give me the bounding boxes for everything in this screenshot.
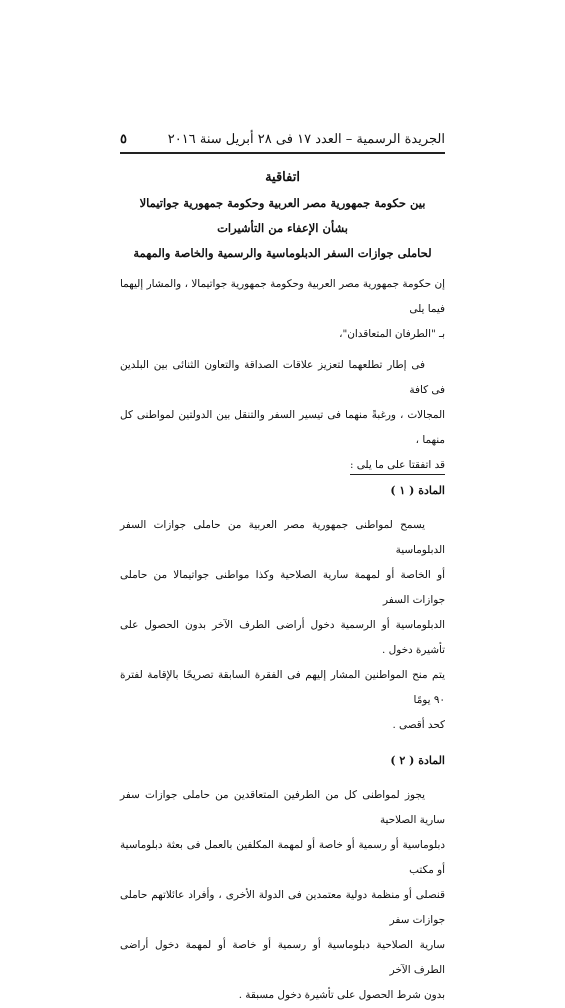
preamble-line: إن حكومة جمهورية مصر العربية وحكومة جمهورية جواتيمالا ، والمشار إليهما فيما يلى (120, 278, 445, 315)
article-1-line: الدبلوماسية أو الرسمية دخول أراضى الطرف الآخر بدون الحصول على تأشيرة دخول . (120, 619, 445, 656)
agreed-line: قد اتفقتا على ما يلى : (350, 456, 445, 475)
article-2-line: يجوز لمواطنى كل من الطرفين المتعاقدين من حاملى جوازات سفر سارية الصلاحية (120, 789, 445, 826)
article-1-line: أو الخاصة أو لمهمة سارية الصلاحية وكذا مواطنى جواتيمالا من حاملى جوازات السفر (120, 569, 445, 606)
article-1-line: كحد أقصى . (392, 719, 445, 731)
article-2-line: بدون شرط الحصول على تأشيرة دخول مسبقة . (238, 989, 445, 1001)
agreed-line-wrap (120, 453, 445, 478)
document-body (120, 165, 445, 1008)
parties-title: بين حكومة جمهورية مصر العربية وحكومة جمهورية جواتيمالا (139, 196, 426, 210)
article-1-heading: المادة ( ١ ) (390, 484, 445, 497)
agreement-title: اتفاقية (265, 170, 300, 185)
preamble-line: فى إطار تطلعهما لتعزيز علاقات الصداقة والتعاون الثنائى بين البلدين فى كافة (120, 359, 445, 396)
preamble-line: بـ "الطرفان المتعاقدان"، (339, 328, 445, 340)
subject-title: بشأن الإعفاء من التأشيرات (217, 221, 348, 235)
article-2-line: دبلوماسية أو رسمية أو خاصة أو لمهمة المكلفين بالعمل فى بعثة دبلوماسية أو مكتب (120, 839, 445, 876)
article-1-line: يسمح لمواطنى جمهورية مصر العربية من حاملى جوازات السفر الدبلوماسية (120, 519, 445, 556)
article-2-line: سارية الصلاحية دبلوماسية أو رسمية أو خاصة أو لمهمة دخول أراضى الطرف الآخر (120, 939, 445, 976)
preamble-line: المجالات ، ورغبةً منهما فى تيسير السفر والتنقل بين الدولتين لمواطنى كل منهما ، (120, 409, 445, 446)
holders-title: لحاملى جوازات السفر الدبلوماسية والرسمية والخاصة والمهمة (133, 246, 432, 260)
page-header (120, 128, 445, 150)
gazette-title: الجريدة الرسمية – العدد ١٧ فى ٢٨ أبريل سنة ٢٠١٦ (167, 131, 445, 147)
page-number: ٥ (120, 131, 127, 147)
header-rule (120, 152, 445, 154)
article-1-line: يتم منح المواطنين المشار إليهم فى الفقرة السابقة تصريحًا بالإقامة لفترة ٩٠ يومًا (120, 669, 445, 706)
article-2-heading: المادة ( ٢ ) (390, 754, 445, 767)
article-2-line: قنصلى أو منظمة دولية معتمدين فى الدولة الأخرى ، وأفراد عائلاتهم حاملى جوازات سفر (120, 889, 445, 926)
